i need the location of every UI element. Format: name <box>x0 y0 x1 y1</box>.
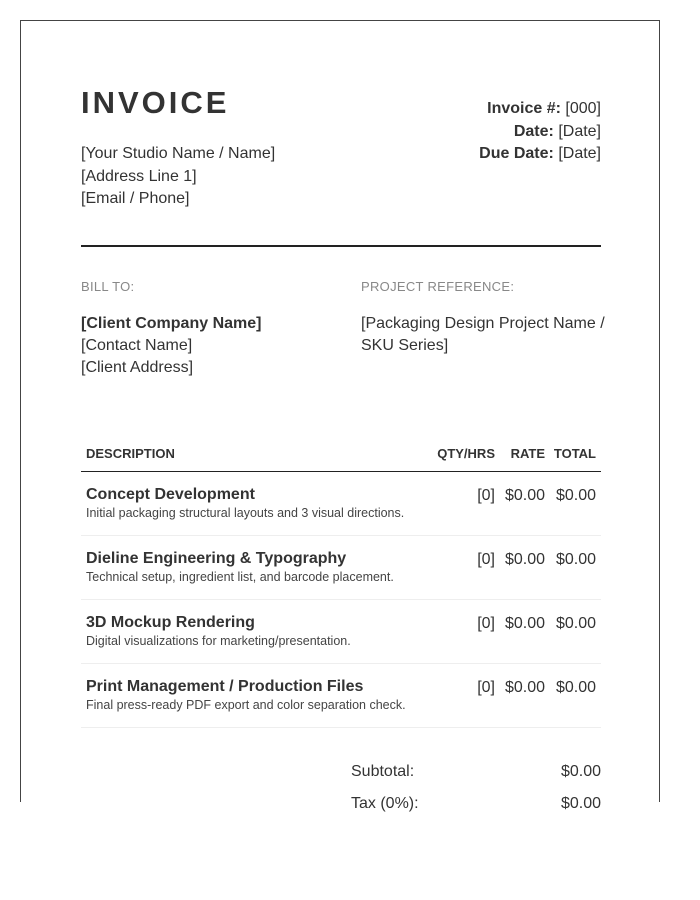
bill-to-label: BILL TO: <box>81 279 135 294</box>
sender-block <box>81 143 275 211</box>
header-qty: QTY/HRS <box>437 446 495 461</box>
header-divider <box>81 245 601 247</box>
header-rate: RATE <box>510 446 545 461</box>
invoice-due-line <box>479 143 601 166</box>
item-qty: [0] <box>477 615 495 632</box>
invoice-date-value: [Date] <box>558 122 601 140</box>
invoice-number-value: [000] <box>565 100 601 117</box>
table-row <box>81 600 601 664</box>
invoice-number-label: Invoice #: <box>487 100 561 117</box>
item-total: $0.00 <box>555 487 596 504</box>
tax-row <box>351 795 601 827</box>
table-row <box>81 536 601 600</box>
item-qty: [0] <box>477 679 495 696</box>
item-description: Initial packaging structural layouts and 3 visual directions. <box>86 506 405 520</box>
totals-block <box>351 763 601 827</box>
subtotal-label: Subtotal: <box>351 763 415 780</box>
item-rate: $0.00 <box>504 679 545 696</box>
sender-name: [Your Studio Name / Name] <box>81 145 276 162</box>
table-row <box>81 664 601 728</box>
invoice-due-value: [Date] <box>558 145 601 162</box>
item-total: $0.00 <box>555 551 596 568</box>
invoice-due-label: Due Date: <box>479 145 554 162</box>
table-row <box>81 472 601 536</box>
client-contact: [Contact Name] <box>81 337 193 354</box>
item-name: 3D Mockup Rendering <box>86 614 255 631</box>
item-total: $0.00 <box>555 615 596 632</box>
project-reference-value: [Packaging Design Project Name / SKU Series] <box>361 315 605 354</box>
item-description: Technical setup, ingredient list, and barcode placement. <box>86 570 394 584</box>
table-header <box>81 433 601 472</box>
item-qty: [0] <box>477 551 495 568</box>
invoice-number-line <box>479 98 601 121</box>
header-description: DESCRIPTION <box>86 446 175 461</box>
item-name: Concept Development <box>86 486 255 503</box>
sender-address: [Address Line 1] <box>81 167 197 185</box>
project-reference-label: PROJECT REFERENCE: <box>361 279 515 294</box>
invoice-sheet <box>20 20 660 812</box>
item-name: Dieline Engineering & Typography <box>86 550 347 567</box>
invoice-date-label: Date: <box>513 122 554 140</box>
invoice-date-line <box>479 121 601 144</box>
item-description: Digital visualizations for marketing/presentation. <box>86 634 351 648</box>
item-qty: [0] <box>477 487 495 504</box>
item-name: Print Management / Production Files <box>86 678 364 695</box>
item-description: Final press-ready PDF export and color separation check. <box>86 698 406 712</box>
subtotal-row <box>351 763 601 795</box>
item-rate: $0.00 <box>504 551 545 568</box>
invoice-title: INVOICE <box>81 85 230 120</box>
tax-label: Tax (0%): <box>351 795 419 812</box>
subtotal-value: $0.00 <box>560 763 601 780</box>
bill-to-block <box>81 313 261 379</box>
client-company: [Client Company Name] <box>81 315 262 332</box>
line-items-table <box>81 433 601 728</box>
item-rate: $0.00 <box>504 615 545 632</box>
item-rate: $0.00 <box>504 487 545 504</box>
header-total: TOTAL <box>553 446 596 461</box>
item-total: $0.00 <box>555 679 596 696</box>
invoice-meta <box>479 98 601 166</box>
client-address: [Client Address] <box>81 359 194 376</box>
sender-contact: [Email / Phone] <box>81 190 190 207</box>
tax-value: $0.00 <box>560 795 601 812</box>
